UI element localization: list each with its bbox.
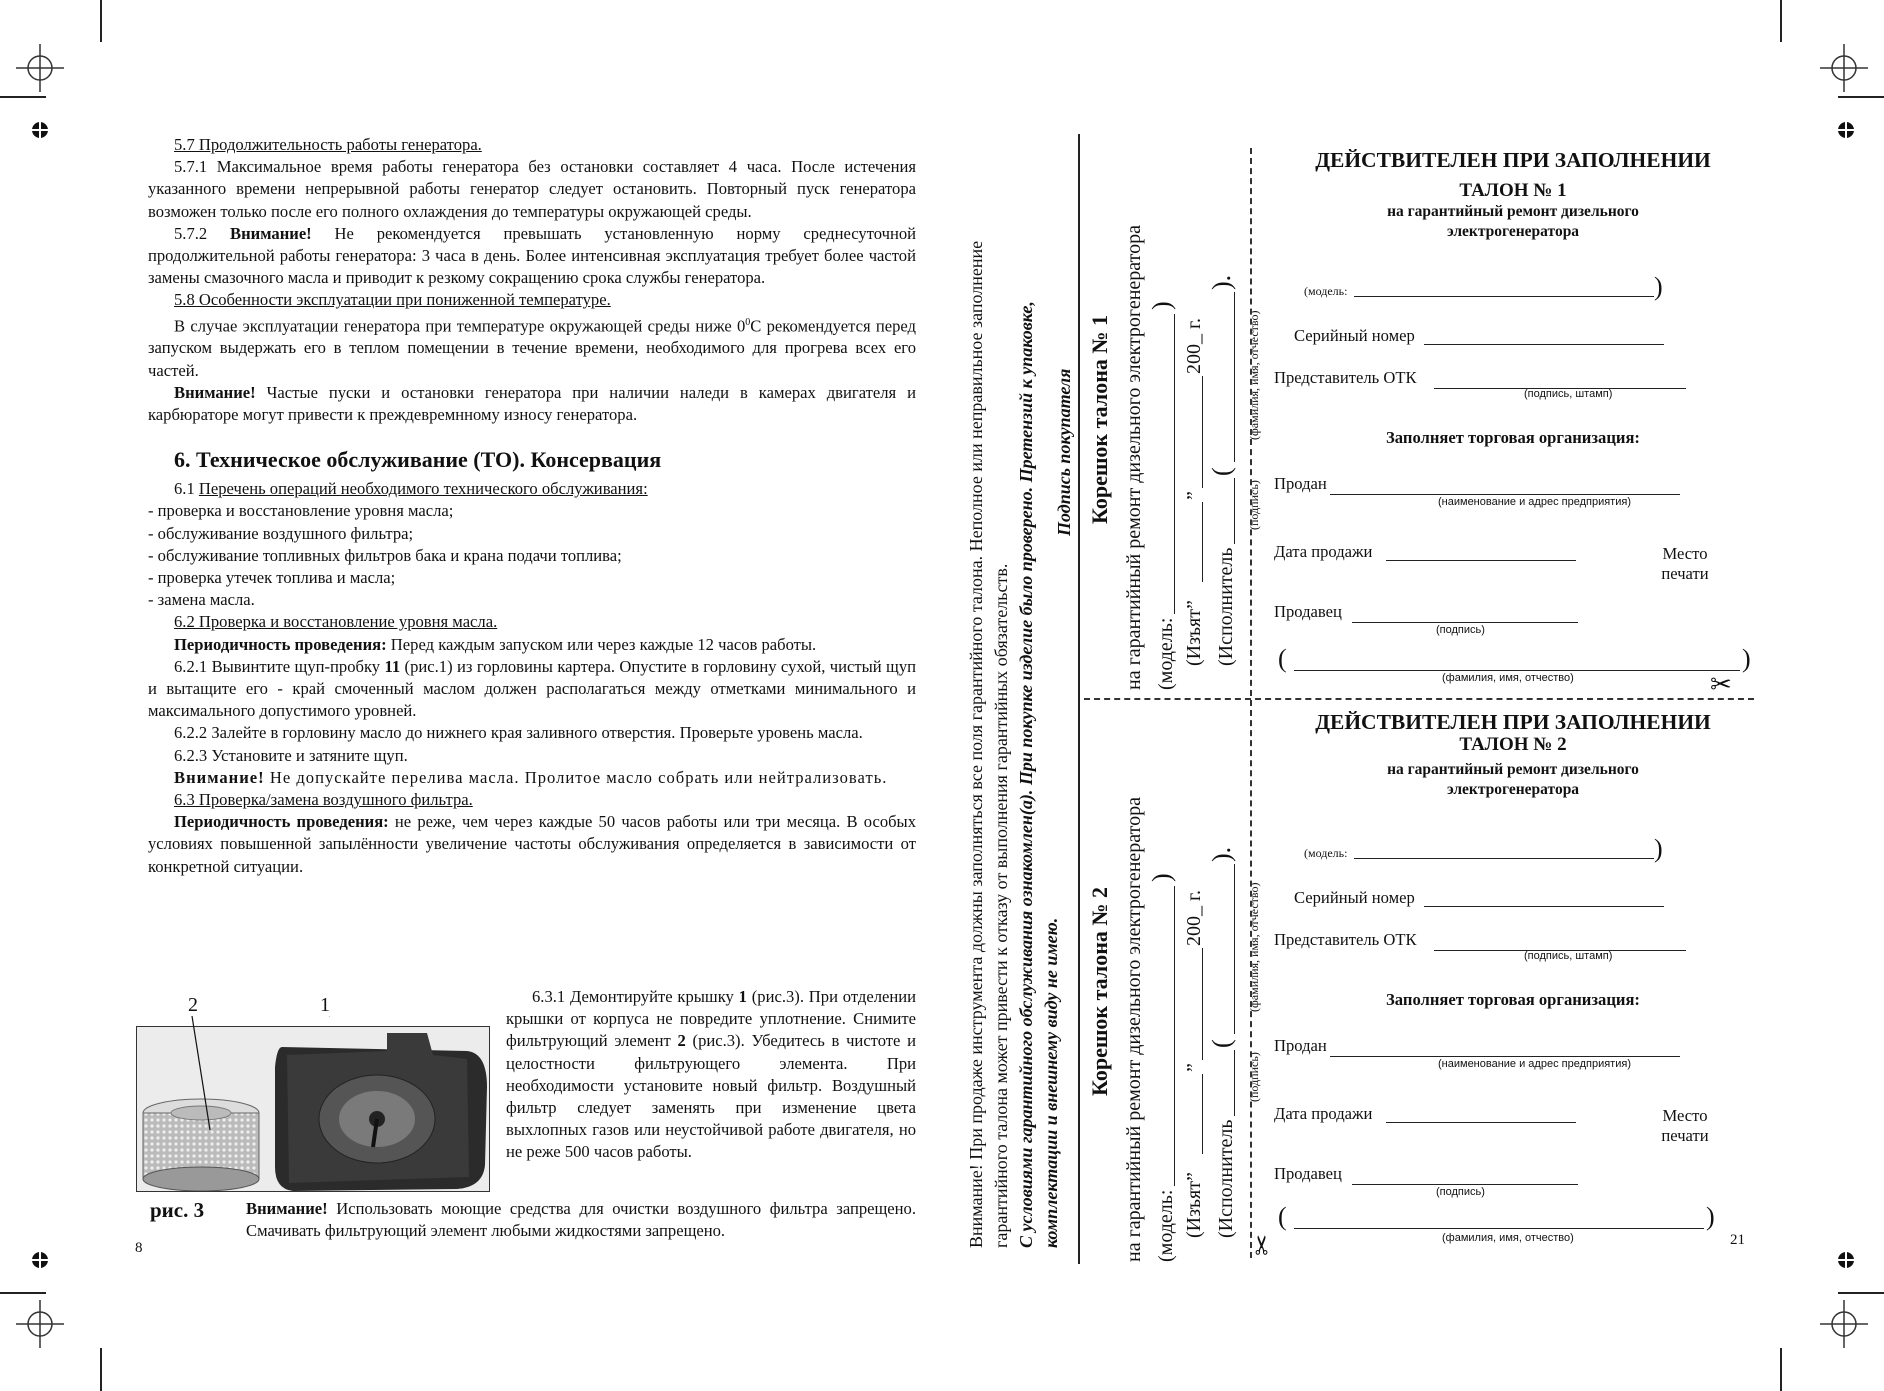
notice-line: комплектации и внешнему виду не имею. <box>1041 917 1061 1248</box>
stub-executor-label: (Исполнитель <box>1215 547 1237 666</box>
name-open: ( <box>1278 1202 1287 1231</box>
list-item: - проверка и восстановление уровня масла; <box>148 501 454 521</box>
coupon-subtitle: электрогенератора <box>1446 223 1580 240</box>
section-heading: 5.7 Продолжительность работы генератора. <box>174 135 482 154</box>
registration-mark-icon <box>1820 1300 1868 1348</box>
notice-line: Внимание! При продаже инструмента должны заполняться все поля гарантийного талона. Неполное или неправильное заполнение <box>966 240 986 1248</box>
coupon-subtitle: электрогенератора <box>1446 781 1580 798</box>
trade-org-heading: Заполняет торговая организация: <box>1386 428 1640 447</box>
warranty-notice <box>964 138 1064 1248</box>
sold-label: Продан <box>1274 474 1327 493</box>
registration-mark-icon <box>16 44 64 92</box>
crop-mark <box>1780 0 1782 42</box>
stub-executor-name-line <box>1234 292 1235 462</box>
name-line <box>1294 1228 1704 1229</box>
stub-seized-line <box>1202 1074 1203 1154</box>
paragraph: 6.2.2 Залейте в горловину масло до нижнего края заливного отверстия. Проверьте уровень масла. <box>174 723 863 743</box>
seller-hint: (подпись) <box>1436 1186 1485 1198</box>
stub-hint-sign: (подпись) <box>1247 1052 1261 1102</box>
sold-line <box>1330 494 1680 495</box>
list-item: - проверка утечек топлива и масла; <box>148 567 396 587</box>
coupon-subtitle: на гарантийный ремонт дизельного <box>1387 761 1639 778</box>
stub-seized-label: (Изъят” <box>1183 1172 1205 1238</box>
name-hint: (фамилия, имя, отчество) <box>1442 672 1574 684</box>
otk-label: Представитель ОТК <box>1274 930 1417 949</box>
section-heading: 6.1 Перечень операций необходимого технического обслуживания: <box>174 479 648 499</box>
name-close: ) <box>1742 644 1751 673</box>
paragraph: 5.7.1 Максимальное время работы генератора без остановки составляет 4 часа. После истечения указанного времени непрерывной работы генератор следует остановить. Повторный пуск генератора возможен только после его полного охлаждения до температуры окружающей среды. <box>148 157 916 221</box>
coupon-subtitle: на гарантийный ремонт дизельного <box>1387 203 1639 220</box>
otk-hint: (подпись, штамп) <box>1524 950 1613 962</box>
sale-date-line <box>1386 560 1576 561</box>
stub-2 <box>1086 702 1261 1262</box>
coupon-talon-title: ТАЛОН № 1 <box>1459 180 1567 201</box>
coupon-1 <box>1266 148 1760 688</box>
stub-title: Корешок талона № 2 <box>1087 887 1112 1096</box>
sold-hint: (наименование и адрес предприятия) <box>1438 1058 1631 1070</box>
crop-mark <box>1838 96 1884 98</box>
stub-month-line <box>1202 948 1203 1060</box>
figure-caption: рис. 3 <box>150 1198 205 1222</box>
stub-executor-name-line <box>1234 864 1235 1034</box>
notice-line: гарантийного талона может привести к отказу от выполнения гарантийных обязательств. <box>991 563 1011 1248</box>
list-item: - замена масла. <box>148 590 255 610</box>
scissors-icon: ✂ <box>1247 1234 1278 1256</box>
registration-dot <box>32 1252 48 1268</box>
stamp-place: Место печати <box>1661 1106 1709 1145</box>
buyer-signature-label: Подпись покупателя <box>1054 368 1074 536</box>
serial-label: Серийный номер <box>1294 888 1415 907</box>
stub-hint-name: (фамилия, имя, отчество) <box>1247 882 1261 1012</box>
page-number-left: 8 <box>135 1240 143 1256</box>
coupon-talon-title: ТАЛОН № 2 <box>1459 734 1567 755</box>
stub-model-label: (модель: <box>1155 1189 1177 1262</box>
page-number-right: 21 <box>1730 1232 1745 1248</box>
stub-executor-close: ). <box>1207 274 1236 290</box>
otk-label: Представитель ОТК <box>1274 368 1417 387</box>
stub-executor-open: ( <box>1207 1039 1236 1048</box>
stub-executor-sign-line <box>1234 1050 1235 1116</box>
section-heading: 5.8 Особенности эксплуатации при пониженной температуре. <box>174 290 611 310</box>
paragraph: В случае эксплуатации генератора при температуре окружающей среды ниже $0^0С$ рекомендуется перед запуском выдержать его в теплом помещении в течение времени, необходимого для прогрева всех его частей. <box>148 316 916 380</box>
stub-seized-quote: ” <box>1183 1063 1205 1072</box>
warning-paragraph: Внимание! Частые пуски и остановки генератора при наличии наледи в камерах двигателя и карбюраторе могут привести к преждевремнному износу генератора. <box>148 382 916 424</box>
stub-executor-open: ( <box>1207 467 1236 476</box>
crop-mark <box>100 1348 102 1391</box>
stub-hint-name: (фамилия, имя, отчество) <box>1247 310 1261 440</box>
stub-subtitle: на гарантийный ремонт дизельного электрогенератора <box>1123 797 1145 1262</box>
stub-subtitle: на гарантийный ремонт дизельного электрогенератора <box>1123 225 1145 690</box>
stub-model-close: ) <box>1147 873 1176 882</box>
sold-line <box>1330 1056 1680 1057</box>
stub-executor-close: ). <box>1207 846 1236 862</box>
figure-warning: Внимание! Использовать моющие средства для очистки воздушного фильтра запрещено. Смачивать фильтрующий элемент любыми жидкостями запрещено. <box>246 1199 916 1241</box>
stub-month-line <box>1202 376 1203 488</box>
stub-seized-label: (Изъят” <box>1183 600 1205 666</box>
serial-label: Серийный номер <box>1294 326 1415 345</box>
stub-model-label: (модель: <box>1155 617 1177 690</box>
figure-leader-lines <box>180 1014 330 1134</box>
seller-hint: (подпись) <box>1436 624 1485 636</box>
buyer-signature-line <box>1078 134 1080 1264</box>
paragraph: 6.2.1 Вывинтите щуп-пробку 11 (рис.1) из горловины картера. Опустите в горловину сухой, чистый щуп и вытащите его - край смоченный маслом должен располагаться между отметками минимального и максимального допустимого уровней. <box>148 656 916 721</box>
paragraph: 5.7.2 Внимание! Не рекомендуется превышать установленную норму среднесуточной продолжительной работы генератора: 3 часа в день. Более интенсивная эксплуатация требует более частой замены смазочного масла и приводит к резкому сокращению срока службы генератора. <box>148 223 917 288</box>
registration-dot <box>32 122 48 138</box>
list-item: - обслуживание воздушного фильтра; <box>148 523 414 543</box>
coupon-valid-title: ДЕЙСТВИТЕЛЕН ПРИ ЗАПОЛНЕНИИ <box>1315 710 1711 734</box>
name-line <box>1294 670 1740 671</box>
stub-executor-label: (Исполнитель <box>1215 1119 1237 1238</box>
coupon-2 <box>1266 710 1760 1250</box>
stub-title: Корешок талона № 1 <box>1087 315 1112 524</box>
otk-hint: (подпись, штамп) <box>1524 388 1613 400</box>
serial-line <box>1424 344 1664 345</box>
figure-label-2: 2 <box>188 994 198 1016</box>
warning-paragraph: Внимание! Не допускайте перелива масла. Пролитое масло собрать или нейтрализовать. <box>174 767 888 787</box>
stub-seized-line <box>1202 502 1203 582</box>
seller-line <box>1352 622 1578 623</box>
registration-dot <box>1838 1252 1854 1268</box>
crop-mark <box>100 0 102 42</box>
stub-model-line <box>1174 314 1175 614</box>
stub-executor-sign-line <box>1234 478 1235 544</box>
sold-label: Продан <box>1274 1036 1327 1055</box>
stub-model-close: ) <box>1147 301 1176 310</box>
crop-mark <box>0 96 46 98</box>
crop-mark <box>0 1292 46 1294</box>
sale-date-line <box>1386 1122 1576 1123</box>
seller-label: Продавец <box>1274 1164 1342 1183</box>
seller-label: Продавец <box>1274 602 1342 621</box>
stub-hint-sign: (подпись) <box>1247 480 1261 530</box>
figure-label-1: 1 <box>320 994 330 1016</box>
section-heading: 6.3 Проверка/замена воздушного фильтра. <box>174 790 473 810</box>
name-open: ( <box>1278 644 1287 673</box>
registration-dot <box>1838 122 1854 138</box>
left-page-text <box>148 134 916 878</box>
coupon-valid-title: ДЕЙСТВИТЕЛЕН ПРИ ЗАПОЛНЕНИИ <box>1315 148 1711 172</box>
scissors-icon: ✂ <box>1710 670 1732 700</box>
serial-line <box>1424 906 1664 907</box>
sale-date-label: Дата продажи <box>1274 1104 1373 1123</box>
paragraph: 6.2.3 Установите и затяните щуп. <box>174 745 408 765</box>
chapter-heading: 6. Техническое обслуживание (ТО). Консервация <box>174 447 662 473</box>
tear-line-horizontal <box>1084 698 1754 700</box>
paragraph-6-3-1: 6.3.1 Демонтируйте крышку 1 (рис.3). При отделении крышки от корпуса не повредите уплотнение. Снимите фильтрующий элемент 2 (рис.3). Убедитесь в чистоте и целостности фильтрующего элемента. При необходимости установите новый фильтр. Воздушный фильтр следует заменять при изменение цвета выхлопных газов или неустойчивой работе двигателя, но не реже 500 часов работы. <box>506 987 917 1162</box>
stamp-place: Место печати <box>1661 544 1709 583</box>
registration-mark-icon <box>16 1300 64 1348</box>
notice-line: С условиями гарантийного обслуживания ознакомлен(а). При покупке изделие было проверено. Претензий к упаковке, <box>1016 301 1036 1248</box>
model-line <box>1354 296 1654 297</box>
registration-mark-icon <box>1820 44 1868 92</box>
stub-1 <box>1086 130 1261 690</box>
model-line <box>1354 858 1654 859</box>
stub-seized-quote: ” <box>1183 491 1205 500</box>
section-heading: 6.2 Проверка и восстановление уровня масла. <box>174 612 498 632</box>
stub-year: 200_ г. <box>1183 318 1205 374</box>
sold-hint: (наименование и адрес предприятия) <box>1438 496 1631 508</box>
model-label: (модель: <box>1304 284 1348 298</box>
sale-date-label: Дата продажи <box>1274 542 1373 561</box>
paragraph: Периодичность проведения: Перед каждым запуском или через каждые 12 часов работы. <box>174 634 817 654</box>
model-label: (модель: <box>1304 846 1348 860</box>
crop-mark <box>1838 1292 1884 1294</box>
list-item: - обслуживание топливных фильтров бака и крана подачи топлива; <box>148 545 622 565</box>
seller-line <box>1352 1184 1578 1185</box>
name-close: ) <box>1706 1202 1715 1231</box>
model-close: ) <box>1654 834 1663 863</box>
trade-org-heading: Заполняет торговая организация: <box>1386 990 1640 1009</box>
paragraph: Периодичность проведения: не реже, чем через каждые 50 часов работы или три месяца. В особых условиях повышенной запылённости увеличение частоты обслуживания определяется в зависимости от конкретной ситуации. <box>148 812 917 876</box>
tear-line-vertical <box>1250 148 1252 1258</box>
model-close: ) <box>1654 272 1663 301</box>
name-hint: (фамилия, имя, отчество) <box>1442 1232 1574 1244</box>
crop-mark <box>1780 1348 1782 1391</box>
stub-year: 200_ г. <box>1183 890 1205 946</box>
stub-model-line <box>1174 886 1175 1186</box>
